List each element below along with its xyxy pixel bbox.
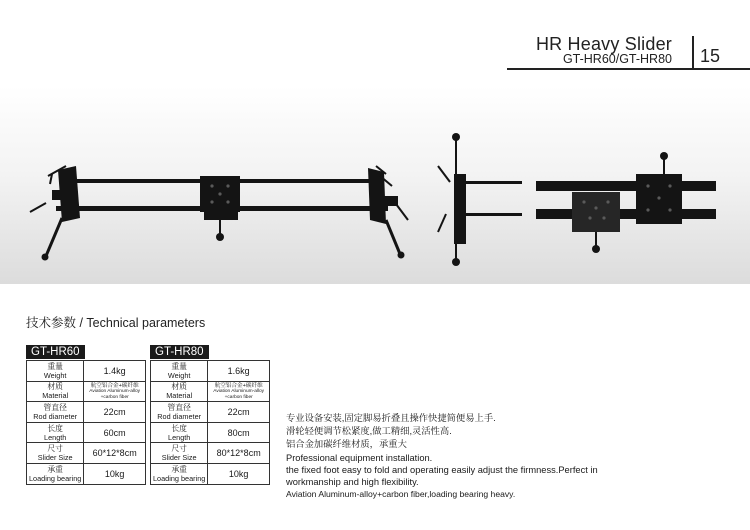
product-photo-band xyxy=(0,86,750,284)
spec-label-en: Loading bearing xyxy=(153,473,206,483)
spec-row xyxy=(27,402,146,423)
spec-value: 1.4kg xyxy=(84,361,146,382)
spec-block-gt-hr80 xyxy=(150,342,270,485)
spec-row xyxy=(27,381,146,402)
header-model: GT-HR60/GT-HR80 xyxy=(562,52,672,66)
spec-value-en: Aviation Aluminum-alloy +carbon fiber xyxy=(213,389,265,400)
spec-label-en: Material xyxy=(42,391,69,401)
spec-label-en: Slider Size xyxy=(161,453,197,463)
spec-model-tab: GT-HR60 xyxy=(26,345,85,359)
slider-full-view-image xyxy=(30,166,408,261)
spec-value: 10kg xyxy=(208,463,270,484)
spec-label-en: Rod diameter xyxy=(33,411,78,421)
spec-value: 22cm xyxy=(84,402,146,423)
spec-value-cn: 航空铝合金+碳纤维 xyxy=(90,382,139,389)
spec-value-en: Aviation Aluminum-alloy +carbon fiber xyxy=(89,389,141,400)
spec-value: 10kg xyxy=(84,463,146,484)
spec-row xyxy=(151,402,270,423)
spec-label-en: Rod diameter xyxy=(157,411,202,421)
spec-label-en: Length xyxy=(44,432,67,442)
spec-label-cn: 承重 xyxy=(47,464,63,474)
description-cn-line: 滑轮轻便调节松紧度,做工精细,灵活性高. xyxy=(286,426,452,436)
spec-value: 1.6kg xyxy=(208,361,270,382)
spec-label-cn: 管直径 xyxy=(167,402,191,412)
header-divider xyxy=(692,36,694,69)
spec-label-cn: 重量 xyxy=(47,361,63,371)
description-en-line: Professional equipment installation. xyxy=(286,453,433,463)
spec-label-cn: 管直径 xyxy=(43,402,67,412)
spec-row xyxy=(151,443,270,464)
spec-label-en: Loading bearing xyxy=(29,473,82,483)
spec-value: 80*12*8cm xyxy=(208,443,270,464)
spec-value: 60*12*8cm xyxy=(84,443,146,464)
spec-value: 22cm xyxy=(208,402,270,423)
spec-label-en: Material xyxy=(166,391,193,401)
spec-label-cn: 长度 xyxy=(171,423,187,433)
spec-label-cn: 尺寸 xyxy=(171,444,187,454)
spec-row xyxy=(151,361,270,382)
spec-label-cn: 材质 xyxy=(47,382,63,392)
spec-label-cn: 重量 xyxy=(171,361,187,371)
slider-carriage-detail-image xyxy=(536,152,716,253)
section-title: 技术参数 / Technical parameters xyxy=(26,316,206,330)
page-number: 15 xyxy=(700,46,721,66)
spec-label-cn: 承重 xyxy=(171,464,187,474)
spec-value: 80cm xyxy=(208,422,270,443)
spec-label-en: Slider Size xyxy=(37,453,73,463)
spec-row xyxy=(27,443,146,464)
spec-value: 60cm xyxy=(84,422,146,443)
header-rule xyxy=(507,68,750,70)
product-photos xyxy=(0,86,750,284)
spec-row xyxy=(151,381,270,402)
spec-block-gt-hr60 xyxy=(26,342,146,485)
spec-table xyxy=(150,360,270,485)
spec-row xyxy=(27,463,146,484)
spec-label-en: Weight xyxy=(167,370,191,380)
spec-label-cn: 材质 xyxy=(171,382,187,392)
spec-model-tab: GT-HR80 xyxy=(150,345,209,359)
description-en-line: workmanship and high flexibility. xyxy=(286,477,419,487)
spec-row xyxy=(27,422,146,443)
description-en-line: the fixed foot easy to fold and operating easily adjust the firmness.Perfect in xyxy=(286,465,598,475)
spec-row xyxy=(27,361,146,382)
description-cn-line: 铝合金加碳纤维材质，承重大 xyxy=(286,439,407,449)
spec-row xyxy=(151,463,270,484)
spec-label-en: Length xyxy=(168,432,191,442)
description-cn-line: 专业设备安装,固定脚易折叠且操作快捷简便易上手. xyxy=(286,413,496,423)
spec-value-cn: 航空铝合金+碳纤维 xyxy=(214,382,263,389)
spec-label-cn: 尺寸 xyxy=(47,444,63,454)
spec-label-en: Weight xyxy=(43,370,67,380)
spec-table xyxy=(26,360,146,485)
spec-row xyxy=(151,422,270,443)
spec-label-cn: 长度 xyxy=(47,423,63,433)
slider-side-view-image xyxy=(438,133,522,266)
description-en-line: Aviation Aluminum-alloy+carbon fiber,loading bearing heavy. xyxy=(286,489,516,499)
header-title: HR Heavy Slider xyxy=(535,34,672,54)
